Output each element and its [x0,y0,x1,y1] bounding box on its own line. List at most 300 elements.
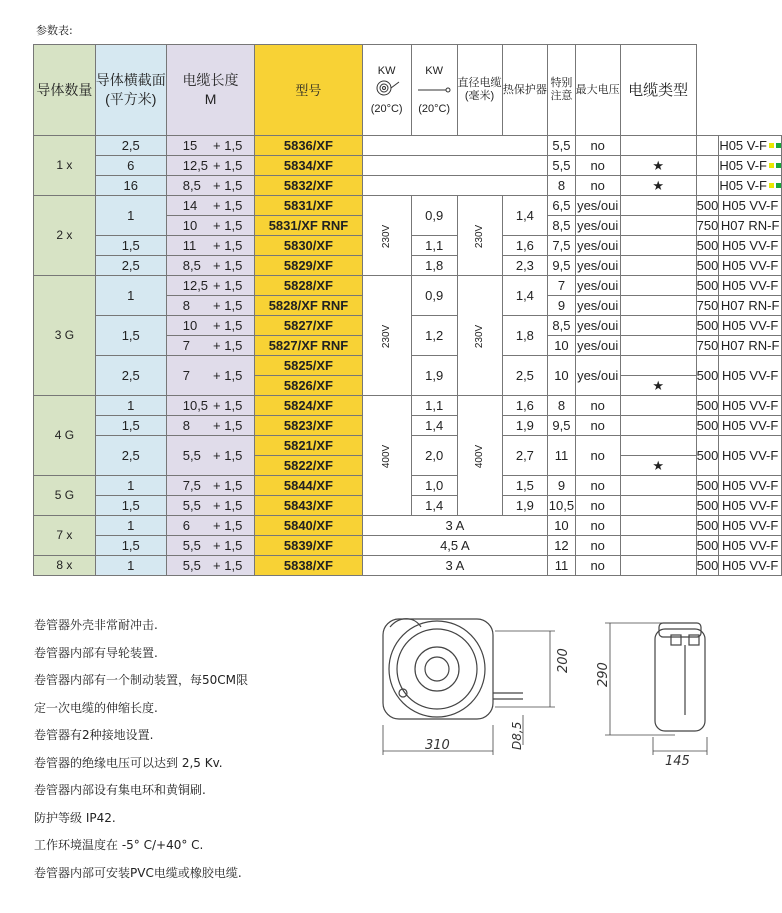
cable-type-value [719,216,781,235]
kw-coiled-cell: 1,0 [411,476,457,496]
length-value [167,156,255,175]
table-row [34,516,782,536]
cable-type-cell [719,316,782,336]
cable-type-cell [719,416,782,436]
thermal-cell: no [575,136,620,156]
diameter-cell: 7 [548,276,575,296]
length-number: 8 [182,418,190,433]
diameter-cell: 8,5 [548,216,575,236]
amperage-cell: 4,5 A [362,536,548,556]
kw-extended-cell: 1,5 [502,476,548,496]
length-number: 7 [182,368,190,383]
diameter-cell: 9,5 [548,416,575,436]
cable-type-cell [719,156,782,176]
table-caption: 参数表: [36,24,73,37]
length-value [167,366,255,385]
table-row [34,156,782,176]
length-tolerance: + 1,5 [213,398,243,413]
model-cell: 5823/XF [255,416,362,436]
table-row [34,556,782,576]
cable-type-value [719,536,781,555]
kw-coiled-cell: 1,2 [411,316,457,356]
cable-type-cell [719,276,782,296]
cable-type-text: H05 VV-F [721,558,779,573]
feature-note: 工作环境温度在 -5° C/+40° C. [34,838,204,852]
cable-type-cell [719,196,782,216]
diameter-cell: 10 [548,356,575,396]
model-cell: 5843/XF [255,496,362,516]
length-tolerance: + 1,5 [213,338,243,353]
cable-type-value [719,196,781,215]
length-number: 7 [182,338,190,353]
section-cell: 1 [95,196,166,236]
length-number: 5,5 [182,538,201,553]
feature-note: 卷管器的绝缘电压可以达到 2,5 Kv. [34,755,223,770]
length-number: 8,5 [182,178,201,193]
special-note-cell [620,216,696,236]
kw-coiled-cell: 1,4 [411,496,457,516]
voltage-cell-coil [362,276,411,396]
green-marker-icon [776,163,781,168]
header-diameter-label: 直径电缆 [457,77,502,89]
kw-blank-cell [362,136,548,156]
cable-type-text: H05 VV-F [721,238,779,253]
special-note-cell [620,396,696,416]
max-voltage-cell: 500 [696,476,719,496]
cable-type-cell [719,536,782,556]
feature-note: 卷管器内部可安装PVC电缆或橡胶电缆. [34,865,242,880]
model-cell: 5827/XF RNF [255,336,362,356]
thermal-cell: yes/oui [575,216,620,236]
max-voltage-cell: 500 [696,356,719,396]
header-thermal: 热保护器 [502,45,548,136]
cable-type-cell [719,516,782,536]
diameter-cell: 10,5 [548,496,575,516]
cable-type-text: H05 V-F [719,158,767,173]
cable-type-value [719,296,781,315]
thermal-cell: no [575,496,620,516]
feature-note: 卷管器内部有导轮装置. [34,645,158,660]
header-cable-type: 电缆类型 [620,45,696,136]
cable-type-value [719,496,781,515]
kw-extended-cell: 1,9 [502,416,548,436]
kw-extended-cell: 1,6 [502,396,548,416]
length-tolerance: + 1,5 [213,138,243,153]
max-voltage-cell: 500 [696,316,719,336]
header-kw-coil [362,45,411,136]
length-cell [166,416,255,436]
length-value [167,556,255,575]
length-number: 5,5 [182,558,201,573]
special-note-cell [620,336,696,356]
feature-note: 卷管器有2种接地设置. [34,728,154,742]
cable-type-text: H07 RN-F [720,338,780,353]
thermal-cell: yes/oui [575,276,620,296]
length-cell [166,396,255,416]
length-tolerance: + 1,5 [213,368,243,383]
cable-type-text: H05 VV-F [721,498,779,513]
max-voltage-cell: 500 [696,516,719,536]
cable-type-cell [719,336,782,356]
header-kw-straight [411,45,457,136]
length-cell [166,136,255,156]
cable-type-text: H05 VV-F [721,448,779,463]
kw-coiled-cell: 1,9 [411,356,457,396]
kw-extended-cell: 1,9 [502,496,548,516]
max-voltage-cell: 500 [696,256,719,276]
length-number: 5,5 [182,498,201,513]
section-cell: 1 [95,556,166,576]
max-voltage-cell: 500 [696,196,719,216]
conductor-group-cell: 5 G [34,476,96,516]
special-note-cell [620,296,696,316]
cable-type-text: H05 VV-F [721,258,779,273]
diameter-cell: 8 [548,176,575,196]
length-value [167,416,255,435]
diameter-cell: 5,5 [548,136,575,156]
cable-type-value [719,476,781,495]
special-note-cell [620,236,696,256]
length-tolerance: + 1,5 [213,538,243,553]
length-cell [166,216,255,236]
max-voltage-cell: 750 [696,336,719,356]
length-cell [166,176,255,196]
thermal-cell: yes/oui [575,316,620,336]
diameter-cell: 11 [548,436,575,476]
length-cell [166,476,255,496]
length-tolerance: + 1,5 [213,258,243,273]
header-model: 型号 [255,45,362,136]
section-cell: 2,5 [95,136,166,156]
cable-type-text: H05 VV-F [721,418,779,433]
conductor-group-cell: 3 G [34,276,96,396]
length-value [167,476,255,495]
length-tolerance: + 1,5 [213,158,243,173]
length-number: 11 [182,238,197,253]
header-temp2: (20°C) [418,102,451,115]
model-cell: 5827/XF [255,316,362,336]
header-diameter [457,45,502,136]
model-cell: 5830/XF [255,236,362,256]
max-voltage-cell: 750 [696,216,719,236]
kw-extended-cell: 1,4 [502,276,548,316]
model-cell: 5828/XF [255,276,362,296]
model-cell: 5836/XF [255,136,362,156]
length-tolerance: + 1,5 [213,278,243,293]
length-tolerance: + 1,5 [213,478,243,493]
length-value [167,276,255,295]
diameter-cell: 9,5 [548,256,575,276]
length-cell [166,536,255,556]
max-voltage-cell [696,136,719,156]
kw-extended-cell: 1,4 [502,196,548,236]
max-voltage-cell: 500 [696,496,719,516]
max-voltage-cell: 500 [696,556,719,576]
section-cell: 1,5 [95,416,166,436]
yellow-marker-icon [769,183,774,188]
header-row [34,45,782,136]
special-note-cell [620,196,696,216]
special-note-cell [620,416,696,436]
model-cell: 5831/XF [255,196,362,216]
length-value [167,136,255,155]
header-special [548,45,575,136]
length-tolerance: + 1,5 [213,318,243,333]
front-view [383,619,523,719]
cable-type-value [719,156,781,175]
section-cell: 1 [95,276,166,316]
diameter-cell: 11 [548,556,575,576]
max-voltage-cell: 500 [696,536,719,556]
model-cell: 5838/XF [255,556,362,576]
table-row [34,136,782,156]
header-length [166,45,255,136]
kw-coiled-cell: 2,0 [411,436,457,476]
cable-type-value [719,336,781,355]
length-cell [166,236,255,256]
length-number: 12,5 [182,278,209,293]
table-row [34,396,782,416]
cable-type-value [719,416,781,435]
thermal-cell: yes/oui [575,236,620,256]
cable-type-cell [719,436,782,476]
green-marker-icon [776,143,781,148]
special-note-cell [620,556,696,576]
length-tolerance: + 1,5 [213,238,243,253]
conductor-group-cell: 2 x [34,196,96,276]
section-cell: 1,5 [95,236,166,256]
length-value [167,256,255,275]
kw-extended-cell: 2,3 [502,256,548,276]
diameter-cell: 7,5 [548,236,575,256]
diameter-cell: 8 [548,396,575,416]
special-note-cell [620,516,696,536]
length-value [167,496,255,515]
conductor-group-cell: 8 x [34,556,96,576]
length-value [167,176,255,195]
length-cell [166,196,255,216]
length-number: 5,5 [182,448,201,463]
header-kw1: KW [377,64,396,77]
section-cell: 6 [95,156,166,176]
voltage-label: 400V [474,444,486,469]
special-note-cell [620,276,696,296]
length-number: 7,5 [182,478,201,493]
thermal-cell: yes/oui [575,296,620,316]
header-special-line1: 特别 [550,77,573,89]
special-note-cell [620,476,696,496]
feature-note: 卷管器内部设有集电环和黄铜刷. [34,783,206,797]
spec-table [33,44,782,576]
cable-type-cell [719,556,782,576]
coiled-cable-icon [372,78,402,98]
green-marker-icon [776,183,781,188]
thermal-cell: no [575,556,620,576]
dim-310: 310 [425,738,450,753]
model-cell: 5839/XF [255,536,362,556]
length-number: 10 [182,218,198,233]
cable-type-text: H05 V-F [719,178,767,193]
section-cell: 16 [95,176,166,196]
table-row [34,176,782,196]
conductor-group-cell: 4 G [34,396,96,476]
kw-extended-cell: 2,7 [502,436,548,476]
max-voltage-cell: 500 [696,436,719,476]
cable-type-cell [719,236,782,256]
yellow-marker-icon [769,143,774,148]
diameter-cell: 10 [548,336,575,356]
header-max-voltage: 最大电压 [575,45,620,136]
thermal-cell: no [575,156,620,176]
length-cell [166,256,255,276]
table-row [34,536,782,556]
length-value [167,336,255,355]
section-cell: 1,5 [95,316,166,356]
spec-table-body [34,136,782,576]
length-tolerance: + 1,5 [213,448,243,463]
cable-type-cell [719,396,782,416]
thermal-cell: no [575,436,620,476]
model-cell: 5821/XF [255,436,362,456]
length-cell [166,356,255,396]
diameter-cell: 10 [548,516,575,536]
length-cell [166,496,255,516]
thermal-cell: no [575,416,620,436]
cable-type-value [719,396,781,415]
diameter-cell: 9 [548,296,575,316]
length-number: 15 [182,138,198,153]
max-voltage-cell: 500 [696,276,719,296]
section-cell: 1,5 [95,536,166,556]
thermal-cell: no [575,176,620,196]
cable-type-text: H05 V-F [719,138,767,153]
cable-type-value [719,276,781,295]
special-note-cell [620,256,696,276]
cable-type-text: H05 VV-F [721,318,779,333]
header-section-unit: (平方米) [105,91,157,107]
max-voltage-cell: 500 [696,416,719,436]
reel-dimension-drawing [355,605,775,765]
model-cell: 5822/XF [255,456,362,476]
extended-cable-icon [416,78,452,98]
section-cell: 1 [95,516,166,536]
length-tolerance: + 1,5 [213,518,243,533]
voltage-cell-straight [457,196,502,276]
header-temp1: (20°C) [370,102,403,115]
length-number: 8 [182,298,190,313]
model-cell: 5826/XF [255,376,362,396]
section-cell: 2,5 [95,256,166,276]
header-length-unit: M [204,91,217,107]
header-section-label: 导体横截面 [95,72,166,88]
length-cell [166,556,255,576]
kw-extended-cell: 1,6 [502,236,548,256]
length-value [167,396,255,415]
cable-type-cell [719,256,782,276]
kw-coiled-cell: 0,9 [411,276,457,316]
cable-type-cell [719,476,782,496]
cable-type-cell [719,496,782,516]
table-row [34,196,782,216]
feature-note: 防护等级 IP42. [34,810,116,825]
header-special-line2: 注意 [550,90,573,102]
header-conductors: 导体数量 [34,45,96,136]
length-value [167,296,255,315]
length-value [167,196,255,215]
model-cell: 5825/XF [255,356,362,376]
length-number: 8,5 [182,258,201,273]
length-number: 12,5 [182,158,209,173]
length-cell [166,516,255,536]
side-view [655,623,705,731]
length-cell [166,296,255,316]
special-note-cell [620,536,696,556]
length-number: 10,5 [182,398,209,413]
length-value [167,316,255,335]
length-cell [166,336,255,356]
feature-note: 定一次电缆的伸缩长度. [34,700,158,715]
kw-blank-cell [362,176,548,196]
cable-type-text: H05 VV-F [721,278,779,293]
length-tolerance: + 1,5 [213,558,243,573]
cable-type-value [719,516,781,535]
max-voltage-cell: 500 [696,236,719,256]
diameter-cell: 5,5 [548,156,575,176]
length-number: 10 [182,318,198,333]
cable-type-cell [719,176,782,196]
model-cell: 5840/XF [255,516,362,536]
kw-coiled-cell: 1,1 [411,396,457,416]
cable-type-value [719,236,781,255]
model-cell: 5844/XF [255,476,362,496]
section-cell: 1 [95,476,166,496]
max-voltage-cell [696,176,719,196]
voltage-label: 400V [381,444,393,469]
cable-type-cell [719,296,782,316]
length-tolerance: + 1,5 [213,198,243,213]
kw-coiled-cell: 1,4 [411,416,457,436]
length-value [167,536,255,555]
length-cell [166,156,255,176]
length-value [167,236,255,255]
cable-type-value [719,136,781,155]
voltage-cell-straight [457,276,502,396]
cable-type-text: H05 VV-F [721,368,779,383]
feature-note: 卷管器内部有一个制动装置，每50CM限 [34,673,249,687]
voltage-cell-coil [362,196,411,276]
cable-type-value [719,316,781,335]
dimension-lines [383,623,707,755]
special-note-cell: ★ [620,156,696,176]
model-cell: 5831/XF RNF [255,216,362,236]
cable-type-value [719,556,781,575]
length-tolerance: + 1,5 [213,418,243,433]
special-note-cell: ★ [620,176,696,196]
dim-d85: D8,5 [510,721,524,750]
length-cell [166,276,255,296]
thermal-cell: yes/oui [575,356,620,396]
special-note-cell [620,136,696,156]
header-length-label: 电缆长度 [182,72,239,88]
special-note-cell [620,496,696,516]
conductor-group-cell: 1 x [34,136,96,196]
special-note-cell: ★ [620,456,696,476]
thermal-cell: no [575,536,620,556]
thermal-cell: yes/oui [575,336,620,356]
thermal-cell: yes/oui [575,256,620,276]
cable-type-value [719,446,781,465]
length-tolerance: + 1,5 [213,298,243,313]
